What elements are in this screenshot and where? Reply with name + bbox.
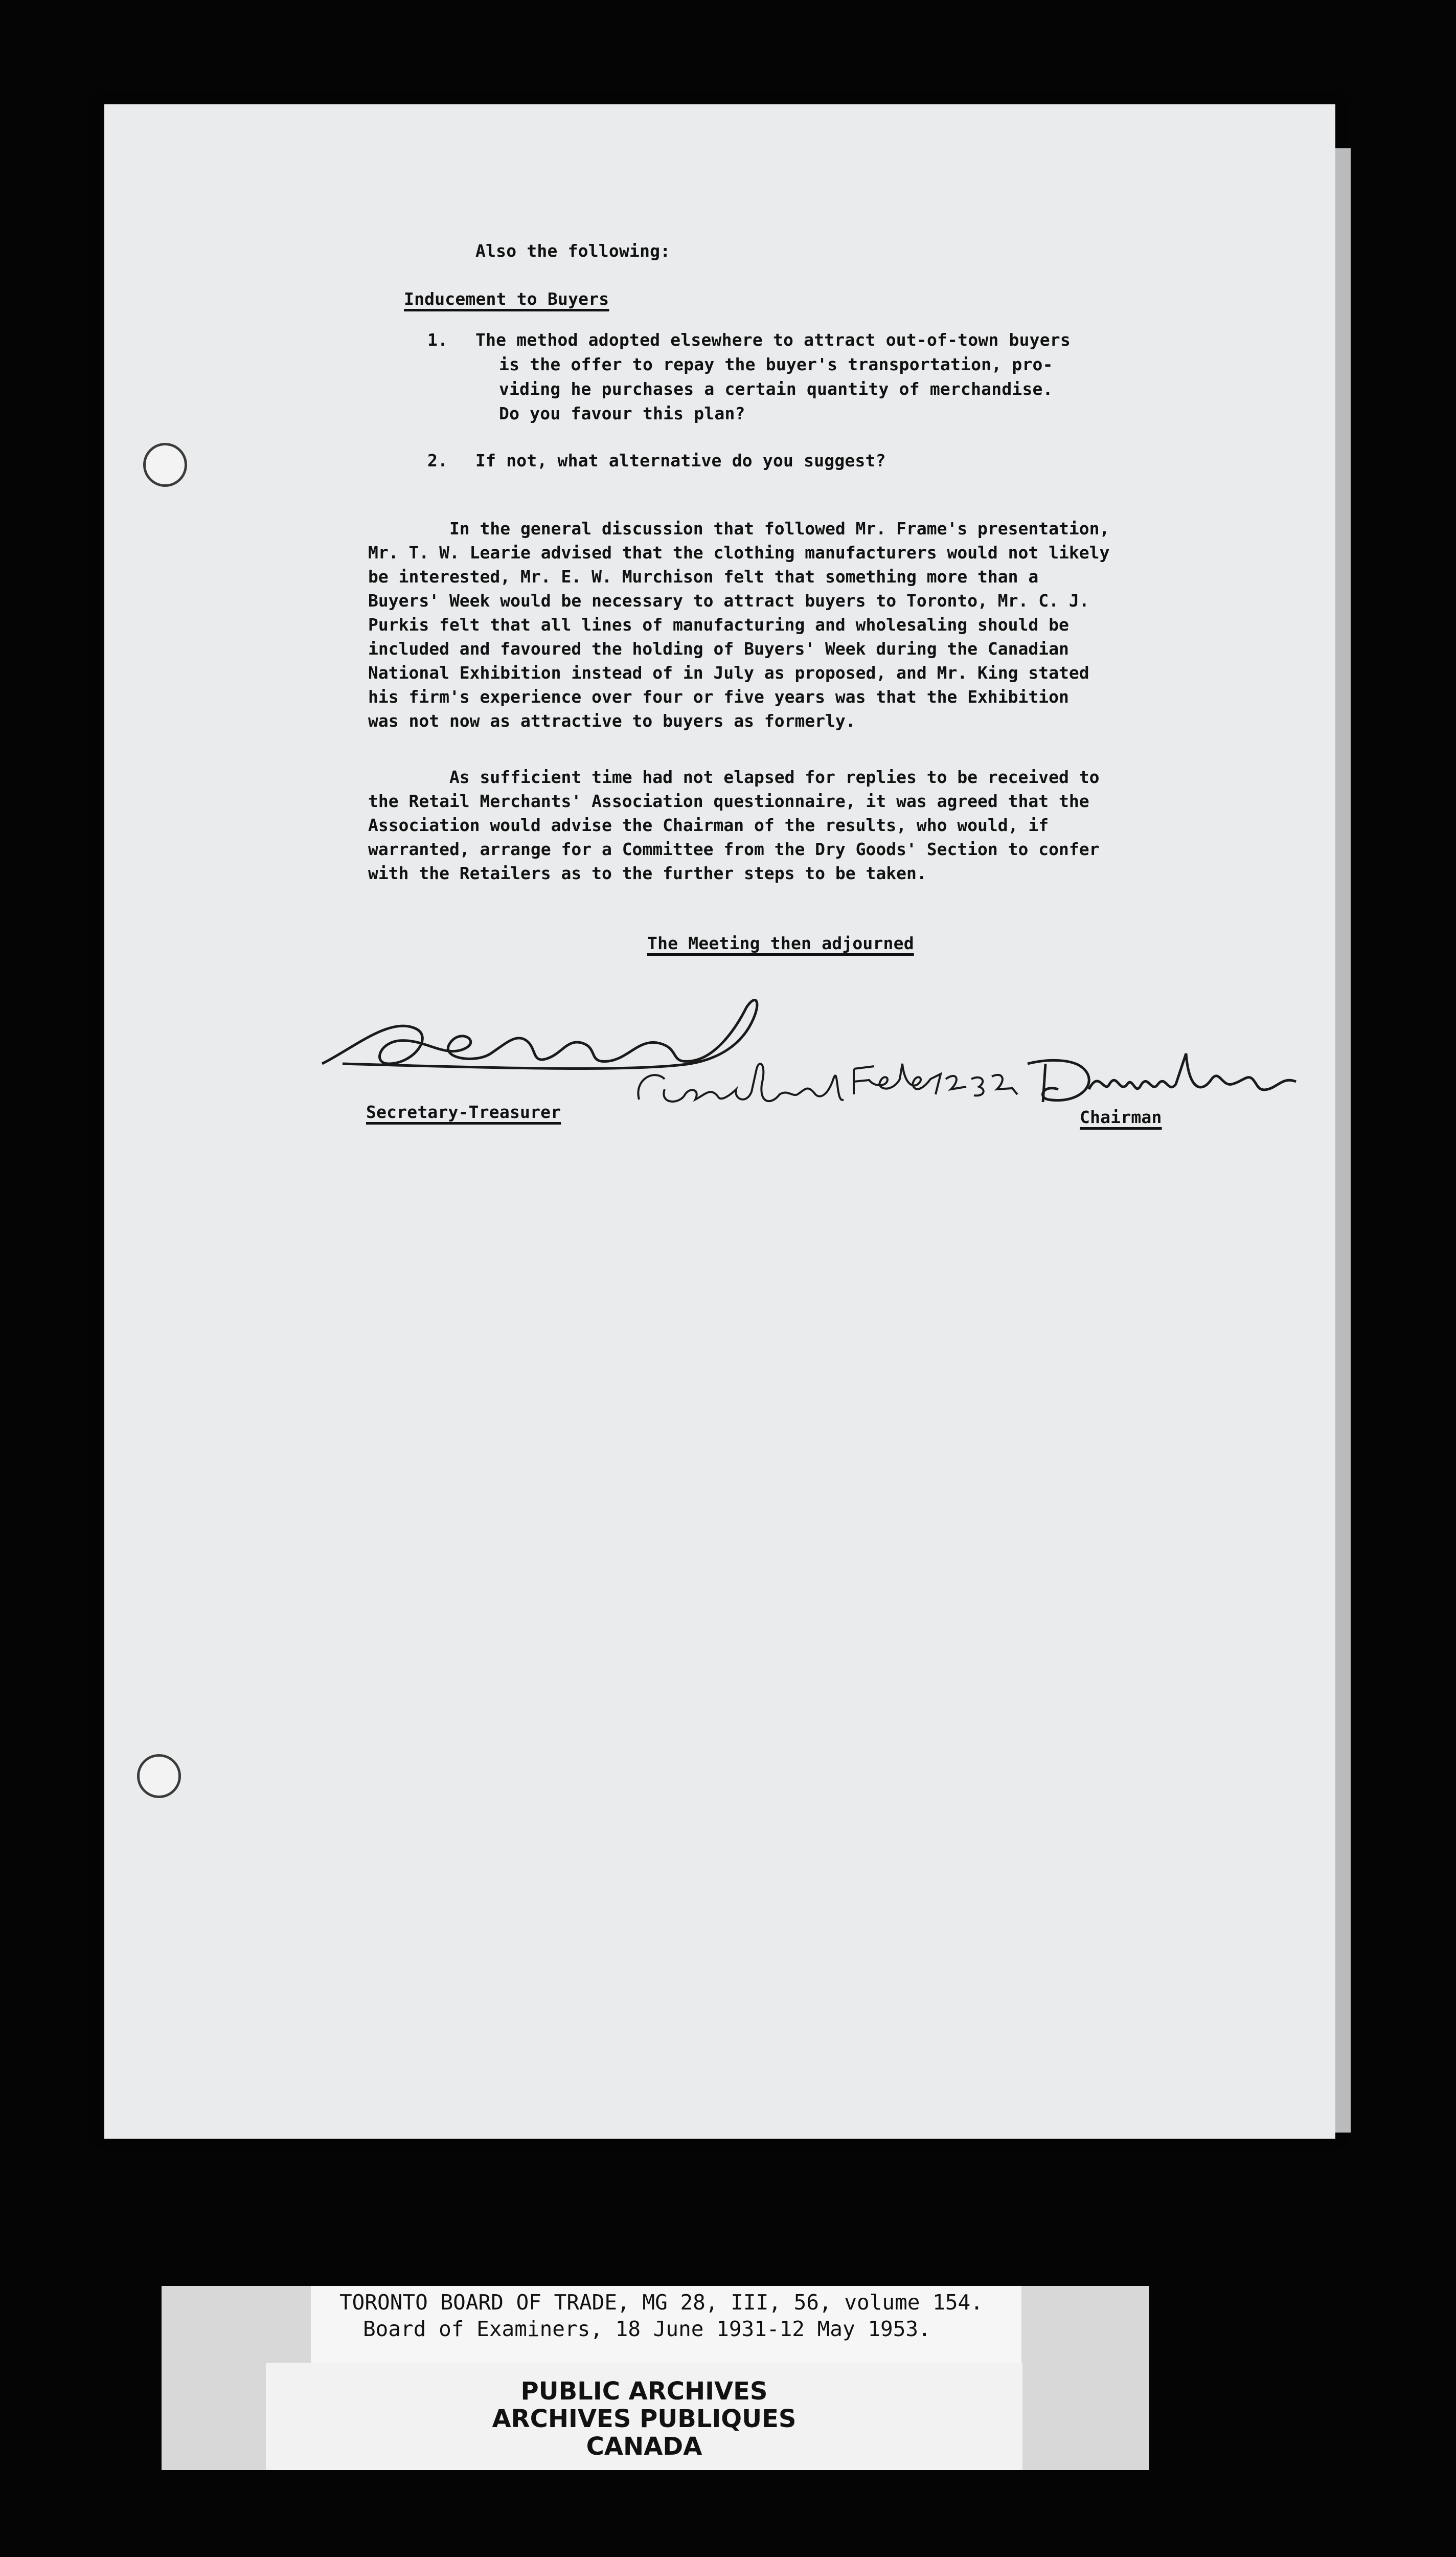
item-line: Do you favour this plan? [499, 403, 745, 423]
section-heading: Inducement to Buyers [404, 289, 609, 309]
paragraph-line: be interested, Mr. E. W. Murchison felt that something more than a [368, 567, 1039, 587]
paragraph-line: with the Retailers as to the further steps to be taken. [368, 863, 927, 883]
item-line: The method adopted elsewhere to attract out-of-town buyers [475, 330, 1071, 350]
page-edge [1335, 148, 1351, 2133]
punch-hole-top [143, 443, 187, 487]
secretary-treasurer-label: Secretary-Treasurer [366, 1102, 561, 1122]
questionnaire-paragraph [368, 765, 1268, 885]
paragraph-line: Association would advise the Chairman of the results, who would, if [368, 815, 1049, 835]
paragraph-line: Purkis felt that all lines of manufacturing and wholesaling should be [368, 615, 1069, 635]
intro-line: Also the following: [475, 241, 671, 261]
paragraph-line: National Exhibition instead of in July as proposed, and Mr. King stated [368, 663, 1089, 683]
discussion-paragraph [368, 517, 1268, 733]
archive-reference-line: Board of Examiners, 18 June 1931-12 May 1953. [363, 2317, 931, 2341]
item-line: viding he purchases a certain quantity of merchandise. [499, 379, 1053, 399]
paragraph-line: In the general discussion that followed Mr. Frame's presentation, [368, 519, 1110, 539]
paragraph-line: the Retail Merchants' Association questionnaire, it was agreed that the [368, 791, 1089, 811]
archive-country: CANADA [586, 2432, 702, 2461]
paragraph-line: As sufficient time had not elapsed for replies to be received to [368, 767, 1100, 787]
archive-name-fr: ARCHIVES PUBLIQUES [492, 2405, 797, 2433]
archive-reference-line: TORONTO BOARD OF TRADE, MG 28, III, 56, volume 154. [339, 2290, 983, 2315]
paragraph-line: warranted, arrange for a Committee from the Dry Goods' Section to confer [368, 839, 1100, 859]
item-number: 2. [427, 451, 448, 470]
chairman-label: Chairman [1080, 1107, 1162, 1127]
paragraph-line: Mr. T. W. Learie advised that the clothing manufacturers would not likely [368, 543, 1110, 563]
item-line: If not, what alternative do you suggest? [475, 451, 886, 470]
closing-line: The Meeting then adjourned [647, 933, 914, 953]
punch-hole-bottom [137, 1754, 181, 1798]
archive-name-en: PUBLIC ARCHIVES [520, 2377, 768, 2406]
item-number: 1. [427, 330, 448, 350]
item-line: is the offer to repay the buyer's transportation, pro- [499, 354, 1053, 374]
paragraph-line: his firm's experience over four or five years was that the Exhibition [368, 687, 1069, 707]
paragraph-line: was not now as attractive to buyers as formerly. [368, 711, 856, 731]
paragraph-line: Buyers' Week would be necessary to attract buyers to Toronto, Mr. C. J. [368, 591, 1089, 611]
paragraph-line: included and favoured the holding of Buyers' Week during the Canadian [368, 639, 1069, 659]
